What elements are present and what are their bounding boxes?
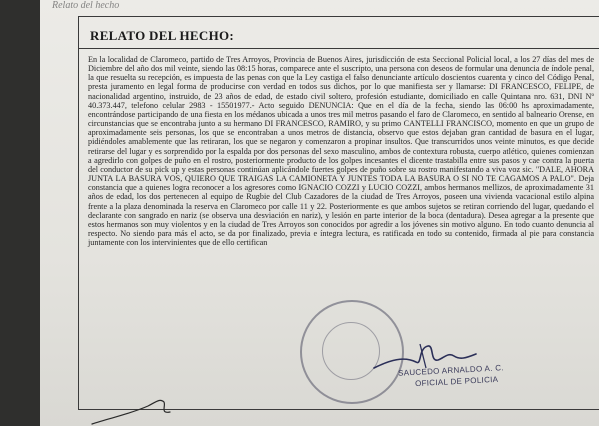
section-title: RELATO DEL HECHO: — [90, 28, 235, 43]
title-divider — [78, 48, 599, 49]
statement-body: En la localidad de Claromeco, partido de Tres Arroyos, Provincia de Buenos Aires, jurisdicción de esta Seccional Policial local, a los 27 días del mes de Diciembre del año dos mil veinte, siendo las 08:15 horas, comparece ante el suscripto, una persona con deseos de formular una denuncia de índole penal, la que resuelta su recepción, es impuesta de las penas con que la Ley castiga el falso denunciante artículo doscientos cuarenta y cinco del Código Penal, presta juramento en legal forma de producirse con verdad en todos sus dichos, por lo que manifiesta ser y llamarse: DI FRANCESCO, FELIPE, de nacionalidad argentino, instruido, de 23 años de edad, de estado civil soltero, profesión estudiante, domiciliado en calle Quintana nro. 631, DNI Nº 40.373.447, telefono celular 2983 - 15501977.- Acto seguido DENUNCIA: Que en el día de la fecha, siendo las 06:00 hs aproximadamente, encontrándose participando de una fiesta en los médanos ubicada a unos tres mil metros pasando el faro de Claromeco, en sentido al balneario Orense, en circunstancias que se encontraba junto a su hermano DI FRANCESCO, RAMIRO, y su primo CANTELLI FRANCISCO, momento en que un grupo de aproximadamente seis personas, los que se encontraban a unos metros de distancia, observo que estos dejaban gran cantidad de basura en el lugar, pidiéndoles amablemente que las retiraran, los que se negaron y comenzaron a propinar insultos. Que transcurridos unos veinte minutos, es que decide retirarse del lugar y es sorprendido por la espalda por dos personas del sexo masculino, ambos de contextura robusta, cuerpo atlético, quienes comienzan a agredirlo con golpes de puño en el rostro, posteriormente producto de los golpes incesantes el dicente trastabilla entre sus pasos y cae contra la puerta del conductor de su pick up y estas personas continúan aplicándole fuertes golpes de puño sobre su rostro manifestando a viva voz sic. "DALE, AHORA JUNTA LA BASURA VOS, QUIERO QUE TRAIGAS LA CAMIONETA Y JUNTES TODA LA BASURA O SI NO TE CAGAMOS A PALO". Deja constancia que a quienes logra reconocer a los agresores como IGNACIO COZZI y LUCIO COZZI, ambos hermanos mellizos, de aproximadamente 31 años de edad, los dos pertenecen al equipo de Rugbie del Club Cazadores de la ciudad de Tres Arroyos, poseen una vivienda vacacional estilo alpina frente a la plaza denominada la reserva en Claromeco por calle 11 y 22. Posteriormente es que ambos sujetos se retiran corriendo del lugar, quedando el declarante con sangrado en nariz (se observa una desviación en nariz), y lesión en parte interior de la boca (dentadura). Desea agregar a la presente que estos hermanos son muy violentos y en la ciudad de Tres Arroyos son conocidos por agredir a los jóvenes sin motivo alguno. En todo cuanto denuncia al respecto. No siendo para más el acto, se da por finalizado, previa e íntegra lectura, es ratificada en todo su contenido, firmada al pie para constancia juntamente con los intervinientes que de ello certifican — [88, 55, 594, 248]
previous-section-label: Relato del hecho — [52, 0, 120, 11]
officer-rank: OFICIAL DE POLICIA — [414, 374, 499, 389]
officer-name: SAUCEDO ARNALDO A. C. — [397, 363, 505, 378]
complainant-signature — [90, 392, 210, 426]
